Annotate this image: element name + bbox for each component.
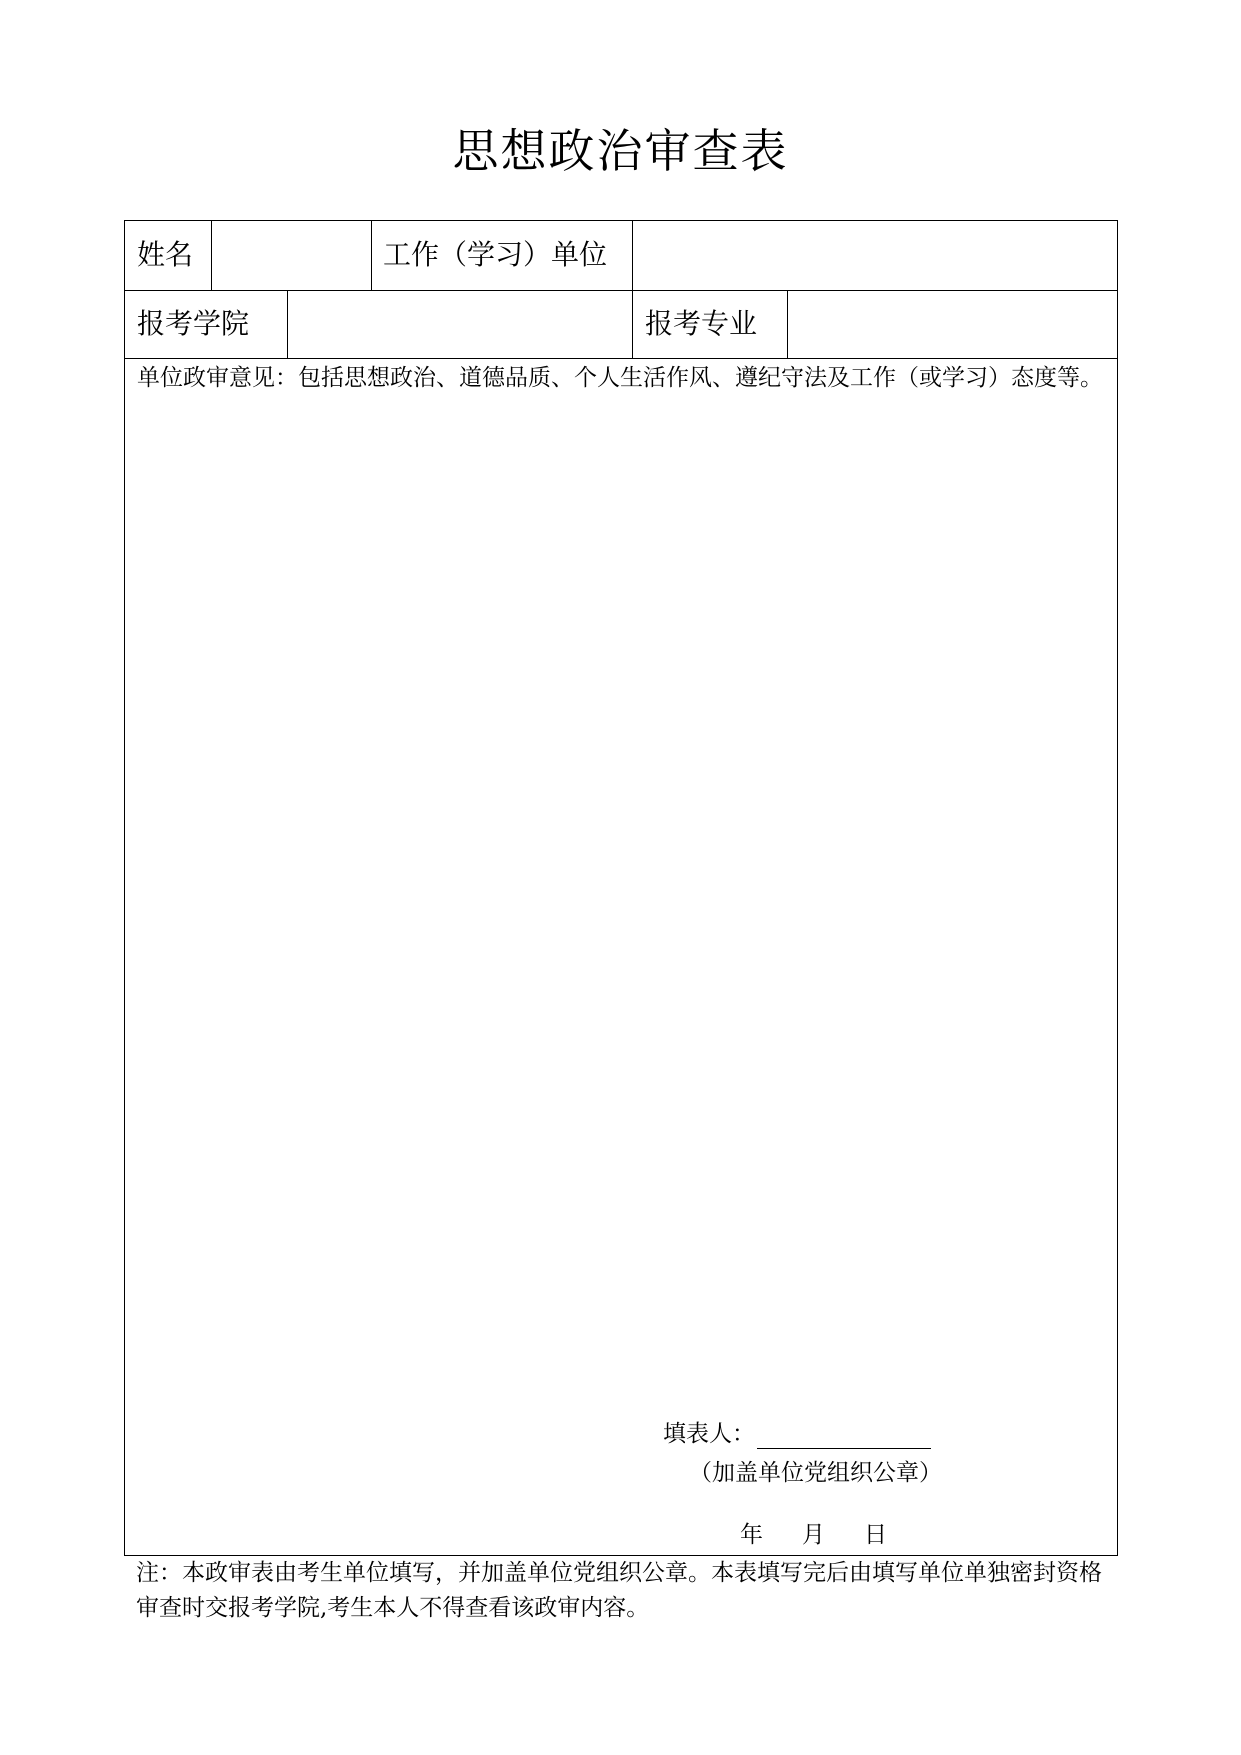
- major-label: 报考专业: [645, 307, 758, 340]
- name-label: 姓名: [137, 238, 194, 271]
- signer-label: 填表人：: [663, 1421, 755, 1447]
- college-label: 报考学院: [137, 307, 250, 340]
- college-field[interactable]: [289, 292, 630, 358]
- row-divider: [125, 358, 1117, 359]
- divider: [787, 290, 788, 358]
- divider: [371, 221, 372, 290]
- unit-label: 工作（学习）单位: [383, 238, 608, 271]
- date-month: 月: [802, 1522, 825, 1548]
- opinion-text-area[interactable]: [135, 436, 1107, 1396]
- name-field[interactable]: [213, 221, 363, 290]
- divider: [287, 290, 288, 358]
- divider: [211, 221, 212, 290]
- page-title: 思想政治审查表: [452, 124, 789, 178]
- divider: [632, 290, 633, 358]
- row-divider: [125, 290, 1117, 291]
- divider: [632, 221, 633, 290]
- date-year: 年: [740, 1522, 763, 1548]
- seal-note: （加盖单位党组织公章）: [689, 1460, 942, 1486]
- unit-field[interactable]: [634, 221, 1114, 290]
- signer-row: [663, 1419, 931, 1449]
- opinion-instructions: 单位政审意见：包括思想政治、道德品质、个人生活作风、遵纪守法及工作（或学习）态度等。: [137, 365, 1103, 391]
- review-form: [124, 220, 1118, 1556]
- date-day: 日: [864, 1522, 887, 1548]
- signature-line[interactable]: [757, 1424, 931, 1449]
- major-field[interactable]: [789, 292, 1115, 358]
- footnote: 注：本政审表由考生单位填写，并加盖单位党组织公章。本表填写完后由填写单位单独密封资格审查时交报考学院,考生本人不得查看该政审内容。: [136, 1560, 1102, 1621]
